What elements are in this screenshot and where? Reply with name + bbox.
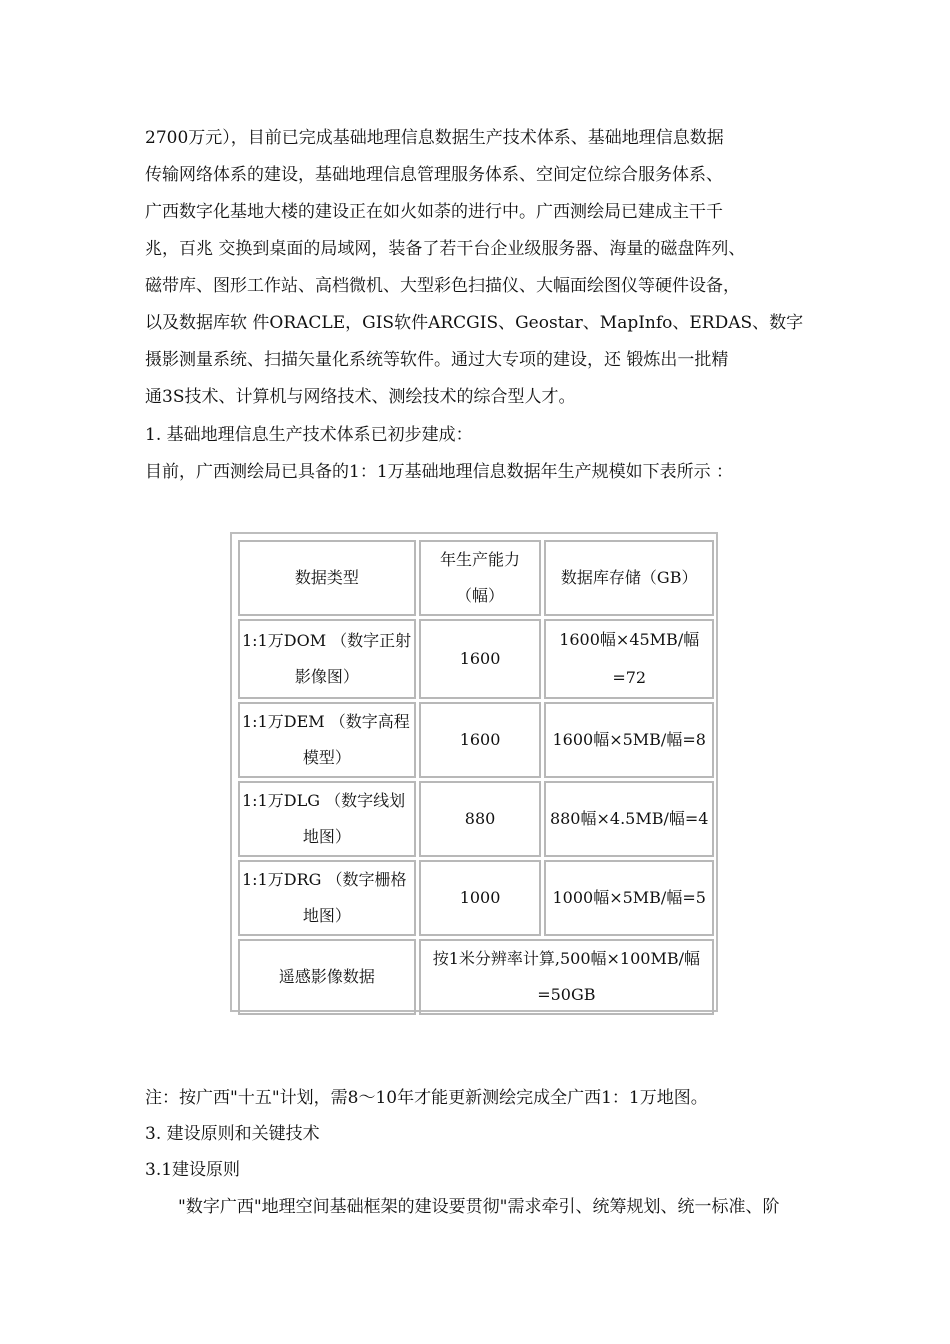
row-storage: 1000幅×5MB/幅=5 (544, 860, 714, 936)
row-merged-storage (419, 939, 714, 1015)
table-row-remote-sensing (238, 939, 714, 1015)
header-data-type: 数据类型 (238, 540, 416, 616)
table-row (238, 781, 714, 857)
merged-line2: =50GB (537, 985, 596, 1004)
row-storage: 880幅×4.5MB/幅=4 (544, 781, 714, 857)
section3-heading: 3. 建设原则和关键技术 (145, 1124, 320, 1144)
row-storage: 1600幅×45MB/幅=72 (544, 619, 714, 699)
table-row (238, 860, 714, 936)
header-capacity (419, 540, 542, 616)
paragraph-line-7: 摄影测量系统、扫描矢量化系统等软件。通过大专项的建设，还 锻炼出一批精 (145, 350, 729, 370)
production-table-frame (230, 532, 718, 1012)
table-header-row (238, 540, 714, 616)
paragraph-line-3: 广西数字化基地大楼的建设正在如火如荼的进行中。广西测绘局已建成主干千 (145, 202, 723, 222)
row-type-line1: 1:1万DOM （数字正射 (242, 631, 412, 650)
row-capacity: 1600 (419, 702, 542, 778)
header-capacity-line1: 年生产能力 (440, 550, 521, 569)
table-note: 注：按广西"十五"计划，需8～10年才能更新测绘完成全广西1：1万地图。 (145, 1088, 708, 1108)
row-type-line1: 1:1万DEM （数字高程 (242, 712, 410, 731)
row-data-type: 遥感影像数据 (238, 939, 416, 1015)
section31-heading: 3.1建设原则 (145, 1160, 241, 1180)
paragraph-line-8: 通3S技术、计算机与网络技术、测绘技术的综合型人才。 (145, 387, 576, 407)
row-data-type (238, 781, 416, 857)
row-storage: 1600幅×5MB/幅=8 (544, 702, 714, 778)
merged-line1: 按1米分辨率计算,500幅×100MB/幅 (432, 949, 700, 968)
row-capacity: 1600 (419, 619, 542, 699)
header-capacity-line2: （幅） (456, 586, 505, 605)
production-table (235, 537, 717, 1018)
table-row (238, 702, 714, 778)
row-type-line2: 地图） (302, 906, 351, 925)
row-data-type (238, 619, 416, 699)
row-capacity: 1000 (419, 860, 542, 936)
table-intro-line: 目前，广西测绘局已具备的1：1万基础地理信息数据年生产规模如下表所示 ： (145, 462, 734, 482)
row-capacity: 880 (419, 781, 542, 857)
header-storage: 数据库存储（GB） (544, 540, 714, 616)
table-row (238, 619, 714, 699)
paragraph-line-2: 传输网络体系的建设，基础地理信息管理服务体系、空间定位综合服务体系、 (145, 165, 723, 185)
paragraph-line-4: 兆，百兆 交换到桌面的局域网，装备了若干台企业级服务器、海量的磁盘阵列、 (145, 239, 746, 259)
row-type-line2: 影像图） (294, 667, 359, 686)
row-data-type (238, 702, 416, 778)
row-type-line2: 地图） (302, 827, 351, 846)
paragraph-line-6: 以及数据库软 件ORACLE，GIS软件ARCGIS、Geostar、MapInfo、ERDAS、数字 (145, 313, 804, 333)
paragraph-line-5: 磁带库、图形工作站、高档微机、大型彩色扫描仪、大幅面绘图仪等硬件设备， (145, 276, 740, 296)
row-type-line1: 1:1万DLG （数字线划 (242, 791, 406, 810)
row-data-type (238, 860, 416, 936)
row-type-line2: 模型） (302, 748, 351, 767)
row-type-line1: 1:1万DRG （数字栅格 (242, 870, 407, 889)
paragraph-line-last: "数字广西"地理空间基础框架的建设要贯彻"需求牵引、统筹规划、统一标准、阶 (178, 1197, 780, 1217)
paragraph-line-1: 2700万元），目前已完成基础地理信息数据生产技术体系、基础地理信息数据 (145, 128, 724, 148)
section1-heading: 1. 基础地理信息生产技术体系已初步建成： (145, 425, 473, 445)
